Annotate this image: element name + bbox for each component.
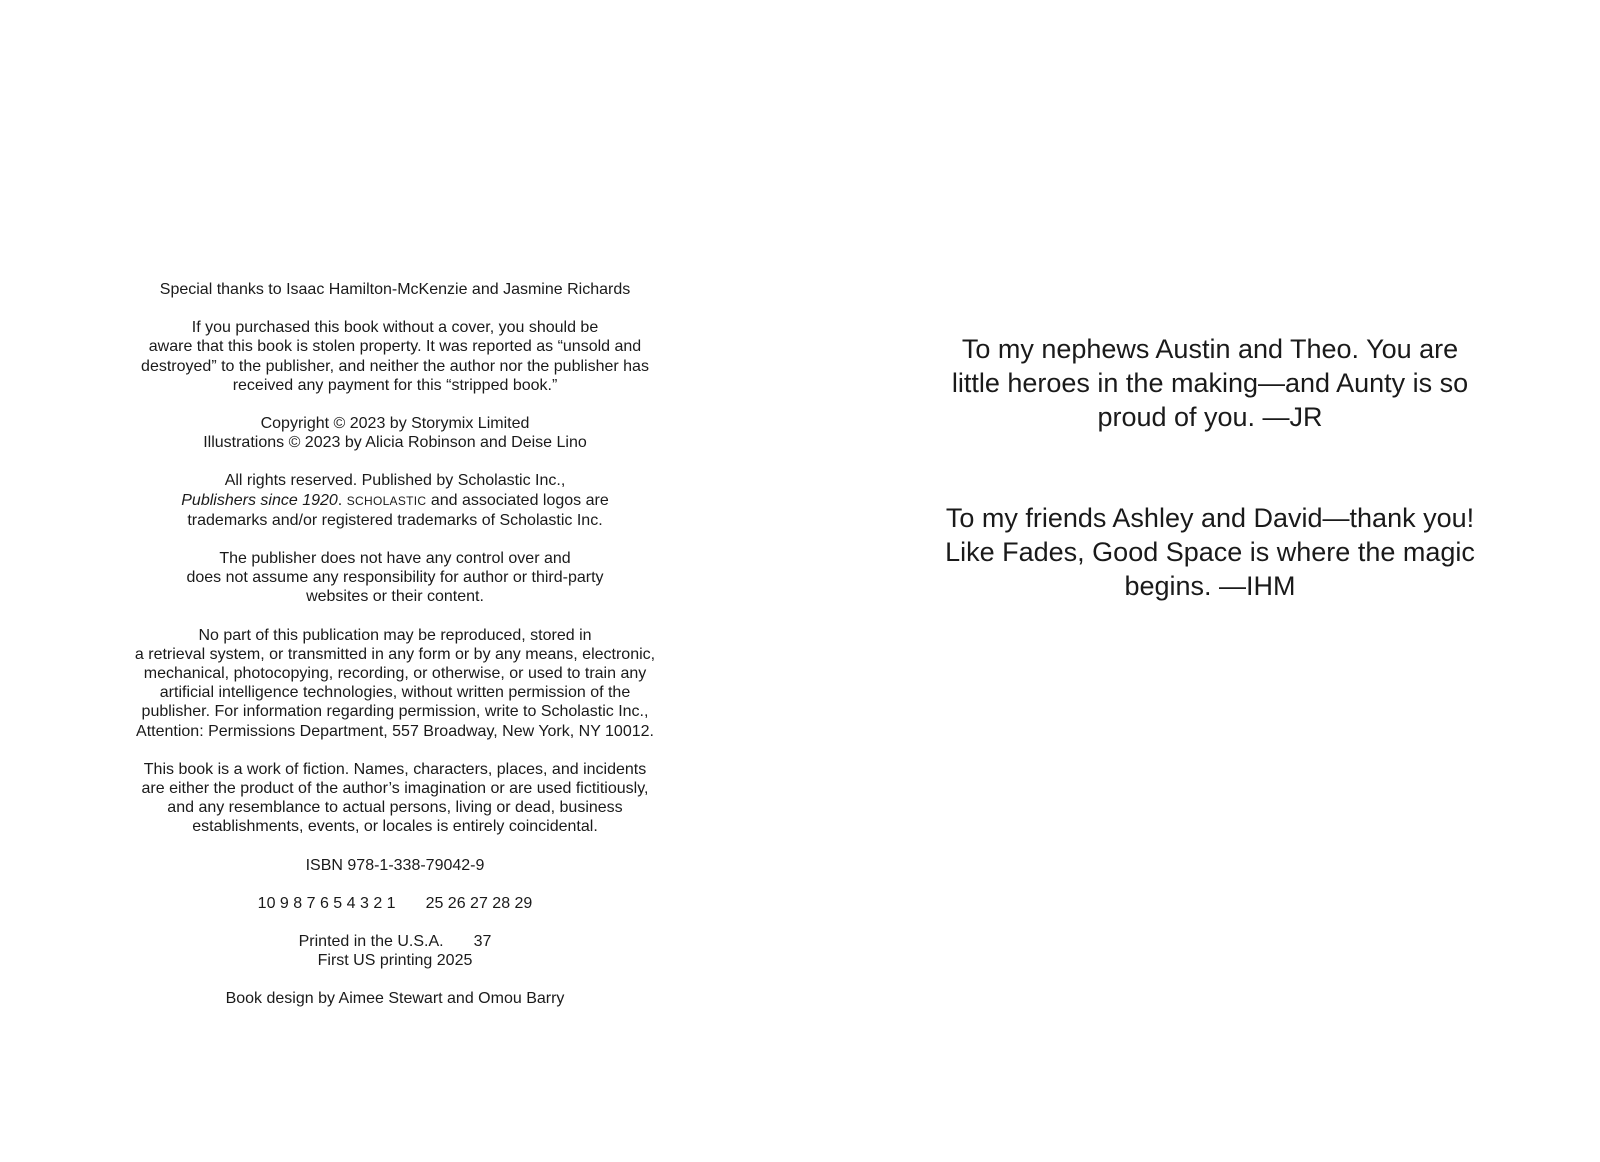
stripped-notice-line: destroyed” to the publisher, and neither the author nor the publisher has: [141, 357, 649, 375]
fiction-line: are either the product of the author’s imagination or are used fictitiously,: [141, 780, 649, 798]
copyright-line: Copyright © 2023 by Storymix Limited: [260, 415, 530, 433]
stripped-notice-line: If you purchased this book without a cover, you should be: [191, 319, 599, 337]
publisher-disclaimer: [80, 549, 710, 607]
rights-period: .: [337, 491, 343, 509]
printing-sequence: 10 9 8 7 6 5 4 3 2 1: [257, 894, 396, 912]
book-design-text: Book design by Aimee Stewart and Omou Barry: [225, 990, 565, 1008]
printing-years: 25 26 27 28 29: [425, 894, 533, 912]
dedication-line: Like Fades, Good Space is where the magic: [945, 537, 1475, 567]
first-printing-line: First US printing 2025: [317, 952, 473, 970]
copyright-notice: [80, 414, 710, 452]
fiction-notice: [80, 760, 710, 837]
dedication-line: To my nephews Austin and Theo. You are: [961, 334, 1459, 364]
dedication-jr: [900, 332, 1520, 434]
rights-line: trademarks and/or registered trademarks of Scholastic Inc.: [187, 511, 603, 529]
dedication-line: proud of you. —JR: [1097, 402, 1323, 432]
reproduction-notice: [80, 626, 710, 741]
dedication-line: begins. —IHM: [1124, 571, 1296, 601]
rights-line: All rights reserved. Published by Scholastic Inc.,: [224, 472, 566, 490]
stripped-book-notice: [80, 318, 710, 395]
stripped-notice-line: received any payment for this “stripped book.”: [232, 376, 558, 394]
special-thanks-text: Special thanks to Isaac Hamilton-McKenzie and Jasmine Richards: [159, 281, 631, 298]
printing-numbers-line: [80, 894, 710, 913]
dedication-line: To my friends Ashley and David—thank you!: [945, 503, 1475, 533]
printer-code: 37: [473, 933, 492, 951]
book-design-credit: [80, 989, 710, 1008]
dedication-ihm: [900, 501, 1520, 603]
illustrations-copyright-line: Illustrations © 2023 by Alicia Robinson and Deise Lino: [203, 434, 587, 452]
reproduction-line: mechanical, photocopying, recording, or otherwise, or used to train any: [143, 665, 647, 683]
reproduction-line: Attention: Permissions Department, 557 Broadway, New York, NY 10012.: [136, 722, 654, 740]
disclaimer-line: The publisher does not have any control over and: [219, 550, 571, 568]
isbn-text: ISBN 978-1-338-79042-9: [305, 856, 485, 874]
isbn: [80, 856, 710, 875]
reproduction-line: artificial intelligence technologies, without written permission of the: [159, 684, 631, 702]
printed-in-line: [80, 932, 710, 951]
stripped-notice-line: aware that this book is stolen property. It was reported as “unsold and: [148, 338, 642, 356]
reproduction-line: No part of this publication may be reproduced, stored in: [198, 626, 592, 644]
printing-info: [80, 932, 710, 970]
publishers-since-text: Publishers since 1920: [181, 491, 338, 509]
fiction-line: and any resemblance to actual persons, living or dead, business: [167, 799, 623, 817]
copyright-page: [80, 280, 710, 1028]
special-thanks: [80, 280, 710, 299]
rights-line-rest: and associated logos are: [430, 491, 609, 509]
rights-line: [80, 491, 710, 511]
reproduction-line: publisher. For information regarding permission, write to Scholastic Inc.,: [141, 703, 649, 721]
fiction-line: establishments, events, or locales is entirely coincidental.: [192, 818, 598, 836]
fiction-line: This book is a work of fiction. Names, characters, places, and incidents: [143, 760, 647, 778]
disclaimer-line: websites or their content.: [306, 588, 484, 606]
rights-notice: [80, 471, 710, 530]
reproduction-line: a retrieval system, or transmitted in any form or by any means, electronic,: [134, 645, 656, 663]
disclaimer-line: does not assume any responsibility for author or third-party: [186, 569, 604, 587]
dedication-page: [900, 332, 1520, 670]
scholastic-wordmark: SCHOLASTIC: [346, 493, 427, 508]
printing-numbers: [80, 894, 710, 913]
printed-country: Printed in the U.S.A.: [298, 933, 444, 951]
dedication-line: little heroes in the making—and Aunty is so: [951, 368, 1469, 398]
